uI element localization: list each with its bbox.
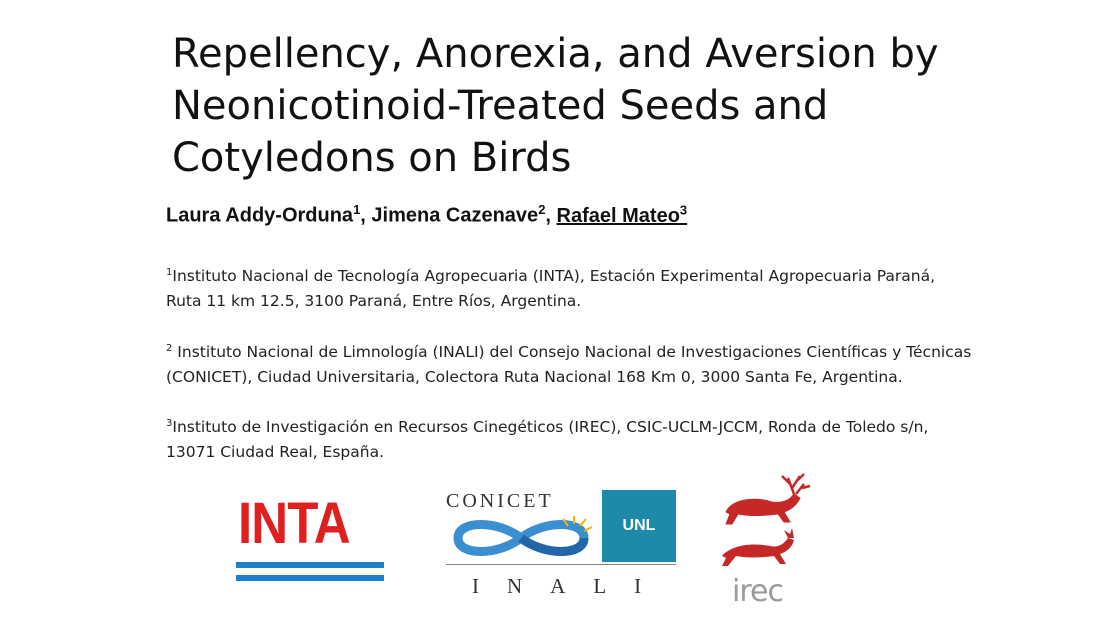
affiliation-number: 3 xyxy=(166,418,173,429)
presenting-author-name xyxy=(556,202,688,227)
author-name: Jimena Cazenave xyxy=(371,204,539,227)
conicet-logo-text: CONICET xyxy=(446,490,554,512)
inta-logo-stripe xyxy=(236,575,384,581)
irec-logo xyxy=(712,464,812,614)
author-separator: , xyxy=(360,204,372,227)
presentation-title: Repellency, Anorexia, and Aversion by Neonicotinoid-Treated Seeds and Cotyledons on Birds xyxy=(172,31,939,181)
affiliation-line: Ruta 11 km 12.5, 3100 Paraná, Entre Ríos, Argentina. xyxy=(166,292,582,311)
affiliation-1 xyxy=(166,260,1066,314)
author-affiliation-number: 3 xyxy=(679,202,688,217)
author-separator: , xyxy=(545,204,557,227)
inta-logo-text: INTA xyxy=(238,491,350,556)
author-name: Laura Addy-Orduna xyxy=(166,204,354,227)
unl-logo: UNL xyxy=(602,490,676,562)
affiliation-line: Instituto de Investigación en Recursos Cinegéticos (IREC), CSIC-UCLM-JCCM, Ronda de Toledo s/n, xyxy=(172,418,929,437)
deer-icon xyxy=(712,464,812,576)
conicet-infinity-icon xyxy=(446,514,596,562)
affiliation-3 xyxy=(166,411,1066,465)
affiliation-line: 13071 Ciudad Real, España. xyxy=(166,443,385,462)
author-name: Rafael Mateo xyxy=(556,204,680,227)
inta-logo xyxy=(236,491,386,594)
affiliation-line: (CONICET), Ciudad Universitaria, Colectora Ruta Nacional 168 Km 0, 3000 Santa Fe, Argentina. xyxy=(166,368,903,387)
logo-divider xyxy=(446,564,676,565)
affiliation-line: Instituto Nacional de Limnología (INALI) del Consejo Nacional de Investigaciones Científicas y Técnicas xyxy=(172,343,972,362)
affiliation-2 xyxy=(166,336,1066,390)
author-list xyxy=(166,202,687,228)
inta-logo-stripe xyxy=(236,562,384,568)
conicet-inali-unl-logo xyxy=(446,490,676,608)
affiliation-number: 1 xyxy=(166,267,173,278)
author-affiliation-number: 1 xyxy=(353,202,361,217)
inali-logo-text: INALI xyxy=(472,574,670,598)
irec-logo-text: irec xyxy=(732,574,783,609)
affiliation-line: Instituto Nacional de Tecnología Agropecuaria (INTA), Estación Experimental Agropecuaria Paraná, xyxy=(172,267,936,286)
author-affiliation-number: 2 xyxy=(538,202,546,217)
affiliation-number: 2 xyxy=(166,343,173,354)
